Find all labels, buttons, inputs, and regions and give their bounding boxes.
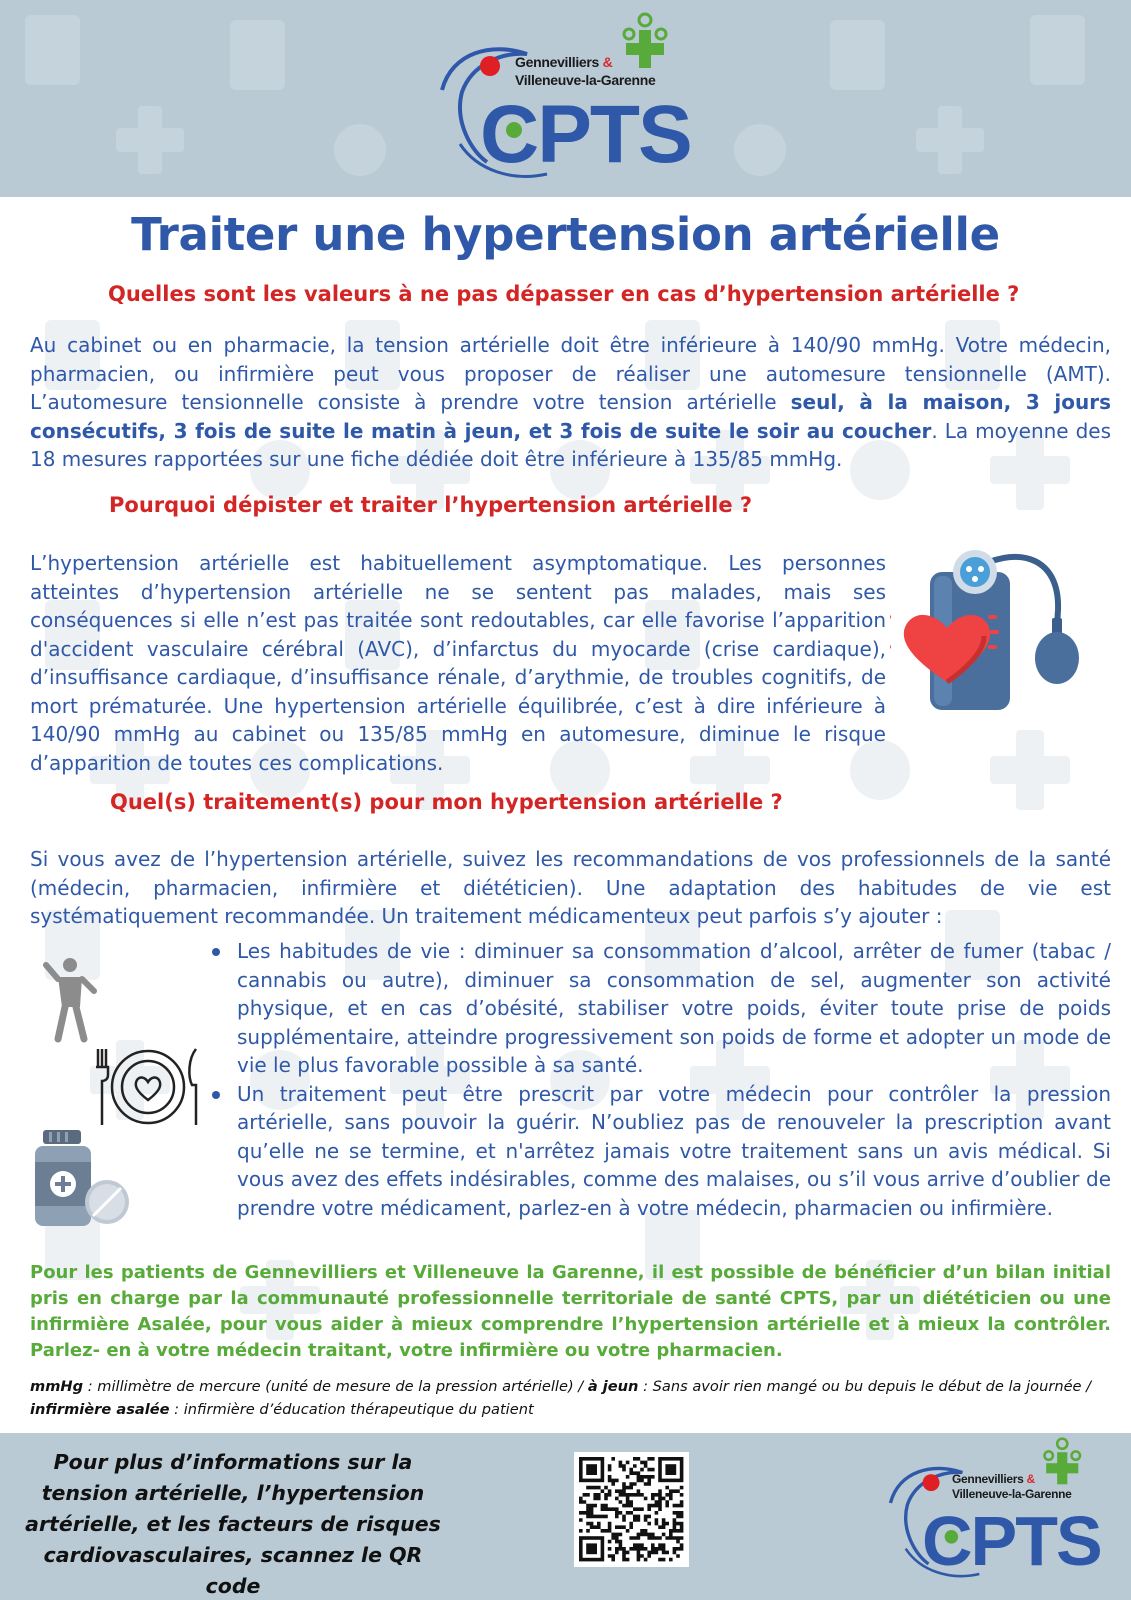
- paragraph-values-end: . La moyenne des 18 mesures rapportées sur une fiche dédiée doit être inférieure à 135/85 mmHg.: [30, 418, 1112, 471]
- qr-finder-pattern: [579, 1457, 604, 1482]
- plate-cutlery-icon: [92, 1047, 207, 1127]
- logo-line2: Villeneuve-la-Garenne: [952, 1487, 1072, 1501]
- bullet-dot: [212, 948, 220, 956]
- glossary: [30, 1375, 1111, 1421]
- logo-line1: Gennevilliers: [515, 54, 600, 70]
- blood-pressure-monitor-icon: [890, 550, 1090, 715]
- list-item: [208, 937, 1111, 1080]
- glossary-definition: : Sans avoir rien mangé ou bu depuis le début de la journée /: [638, 1378, 1092, 1395]
- glossary-term: à jeun: [587, 1378, 639, 1395]
- glossary-definition: : millimètre de mercure (unité de mesure de la pression artérielle) /: [83, 1378, 588, 1395]
- logo-cpts: CPTS: [922, 1502, 1101, 1580]
- cpts-note: Pour les patients de Gennevilliers et Villeneuve la Garenne, il est possible de bénéficier d’un bilan initial pris en charge par la communauté professionnelle territoriale de santé CPTS, par un diététicien ou une infirmière Asalée, pour vous aider à mieux comprendre l’hypertension artérielle et à mieux la contrôler. Parlez- en à votre médecin traitant, votre infirmière ou votre pharmacien.: [30, 1262, 1111, 1361]
- footer-text: Pour plus d’informations sur la tension artérielle, l’hypertension artérielle, et les facteurs de risques cardiovasculaires, scannez le QR code: [25, 1450, 441, 1598]
- paragraph-values-bold: seul, à la maison, 3 jours consécutifs, 3 fois de suite le matin à jeun, et 3 fois de suite le soir au coucher: [30, 390, 1111, 443]
- logo-line2: Villeneuve-la-Garenne: [515, 72, 656, 88]
- qr-code[interactable]: [574, 1452, 689, 1567]
- qr-code-graphic: [574, 1452, 689, 1567]
- cpts-logo: [432, 12, 692, 187]
- exercise-person-icon: [40, 955, 100, 1045]
- glossary-term: mmHg: [30, 1378, 84, 1395]
- logo-line1: Gennevilliers: [952, 1472, 1024, 1486]
- list-item-text: Les habitudes de vie : diminuer sa consommation d’alcool, arrêter de fumer (tabac / cannabis ou autre), diminuer sa consommation de sel, augmenter son activité physique, et en cas d’obésité, stabiliser votre poids, éviter toute prise de poids supplémentaire, atteindre progressivement son poids de forme et adopter un mode de vie le plus favorable possible à sa santé.: [237, 939, 1111, 1077]
- logo-cpts: CPTS: [480, 89, 691, 180]
- glossary-term: infirmière asalée: [30, 1401, 170, 1418]
- list-item: [208, 1080, 1111, 1223]
- logo-ampersand: &: [1026, 1472, 1035, 1486]
- bullet-dot: [212, 1091, 220, 1099]
- paragraph-why: L’hypertension artérielle est habituellement asymptomatique. Les personnes atteintes d’hypertension artérielle ne se sentent pas malades, mais ses conséquences si elle n’est pas traitée sont redoutables, car elle favorise l’apparition d'accident vasculaire cérébral (AVC), d’infarctus du myocarde (crise cardiaque), d’insuffisance cardiaque, d’insuffisance rénale, d’arythmie, de troubles cognitifs, de mort prématurée. Une hypertension artérielle équilibrée, c’est à dire inférieure à 140/90 mmHg au cabinet ou 135/85 mmHg en automesure, diminue le risque d’apparition de toutes ces complications.: [30, 551, 886, 775]
- glossary-definition: : infirmière d’éducation thérapeutique du patient: [169, 1401, 534, 1418]
- question-why: Pourquoi dépister et traiter l’hypertension artérielle ?: [109, 493, 753, 517]
- paragraph-treatment: Si vous avez de l’hypertension artérielle, suivez les recommandations de vos professionnels de la santé (médecin, pharmacien, infirmière et diététicien). Une adaptation des habitudes de vie est systématiquement recommandée. Un traitement médicamenteux peut parfois s’y ajouter :: [30, 847, 1111, 928]
- cpts-logo-footer: [882, 1436, 1102, 1586]
- treatment-list: [208, 937, 1111, 1222]
- paragraph-values: [30, 331, 1111, 474]
- qr-finder-pattern: [579, 1536, 604, 1561]
- paragraph-values-start: Au cabinet ou en pharmacie, la tension artérielle doit être inférieure à 140/90 mmHg. Votre médecin, pharmacien, ou infirmière peut vous proposer de réaliser une automesure tensionnelle (AMT). L’automesure tensionnelle consiste à prendre votre tension artérielle: [30, 333, 1111, 414]
- medication-bottle-icon: [35, 1130, 135, 1230]
- qr-finder-pattern: [658, 1457, 683, 1482]
- question-treatment: Quel(s) traitement(s) pour mon hypertension artérielle ?: [110, 790, 783, 814]
- list-item-text: Un traitement peut être prescrit par votre médecin pour contrôler la pression artérielle, sans pouvoir la guérir. N’oubliez pas de renouveler la prescription avant qu’elle ne se termine, et n'arrêtez jamais votre traitement sans un avis médical. Si vous avez des effets indésirables, comme des malaises, ou s’il vous arrive d’oublier de prendre votre médicament, parlez-en à votre médecin, pharmacien ou infirmière.: [237, 1081, 1111, 1220]
- question-values: Quelles sont les valeurs à ne pas dépasser en cas d’hypertension artérielle ?: [108, 282, 1020, 306]
- page-title: Traiter une hypertension artérielle: [131, 208, 1000, 261]
- logo-ampersand: &: [602, 54, 613, 70]
